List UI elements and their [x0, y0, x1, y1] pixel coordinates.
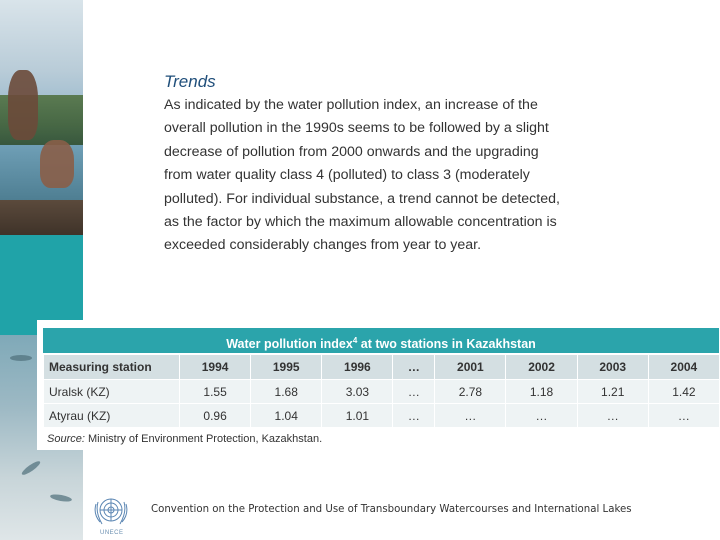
- col-header: 2001: [435, 355, 506, 380]
- footer-text: Convention on the Protection and Use of Transboundary Watercourses and International Lakes: [151, 504, 632, 515]
- decorative-photo-strip: [0, 0, 83, 540]
- table-cell: 1.21: [577, 380, 648, 404]
- table-cell: …: [648, 404, 719, 428]
- table-cell: Uralsk (KZ): [44, 380, 180, 404]
- trends-paragraph: As indicated by the water pollution index, an increase of the overall pollution in the 1990s seems to be followed by a slight decrease of pollution from 2000 onwards and the upgrading from water quality class 4 (polluted) to class 3 (moderately polluted). For individual substance, a trend cannot be detected, as the factor by which the maximum allowable concentration is exceeded considerably changes from year to year.: [164, 97, 560, 254]
- col-header: …: [393, 355, 435, 380]
- table-row: [44, 380, 720, 404]
- table-cell: Atyrau (KZ): [44, 404, 180, 428]
- col-header: 1995: [251, 355, 322, 380]
- col-header: 2002: [506, 355, 577, 380]
- table-cell: …: [393, 404, 435, 428]
- pollution-index-table: [43, 354, 720, 428]
- table-cell: 1.55: [180, 380, 251, 404]
- col-header: 1994: [180, 355, 251, 380]
- col-header: 1996: [322, 355, 393, 380]
- table-source: [47, 433, 322, 445]
- table-cell: 1.04: [251, 404, 322, 428]
- table-cell: …: [577, 404, 648, 428]
- table-cell: 1.42: [648, 380, 719, 404]
- unece-logo-text: UNECE: [100, 530, 124, 536]
- source-label: Source:: [47, 433, 85, 445]
- table-header-row: [44, 355, 720, 380]
- table-cell: 0.96: [180, 404, 251, 428]
- table-title-main: Water pollution index: [226, 337, 353, 352]
- table-cell: 1.01: [322, 404, 393, 428]
- table-cell: 3.03: [322, 380, 393, 404]
- table-cell: 1.68: [251, 380, 322, 404]
- col-header: 2004: [648, 355, 719, 380]
- table-cell: …: [435, 404, 506, 428]
- table-cell: …: [506, 404, 577, 428]
- trends-heading: Trends: [164, 72, 216, 91]
- source-text: Ministry of Environment Protection, Kazakhstan.: [84, 433, 323, 445]
- table-title: [43, 328, 719, 353]
- table-cell: 2.78: [435, 380, 506, 404]
- table-title-suffix: at two stations in Kazakhstan: [357, 337, 536, 352]
- table-title-footnote: 4: [352, 336, 358, 345]
- col-header: Measuring station: [44, 355, 180, 380]
- swimmers-photo: [0, 0, 83, 235]
- table-cell: 1.18: [506, 380, 577, 404]
- table-row: [44, 404, 720, 428]
- table-cell: …: [393, 380, 435, 404]
- col-header: 2003: [577, 355, 648, 380]
